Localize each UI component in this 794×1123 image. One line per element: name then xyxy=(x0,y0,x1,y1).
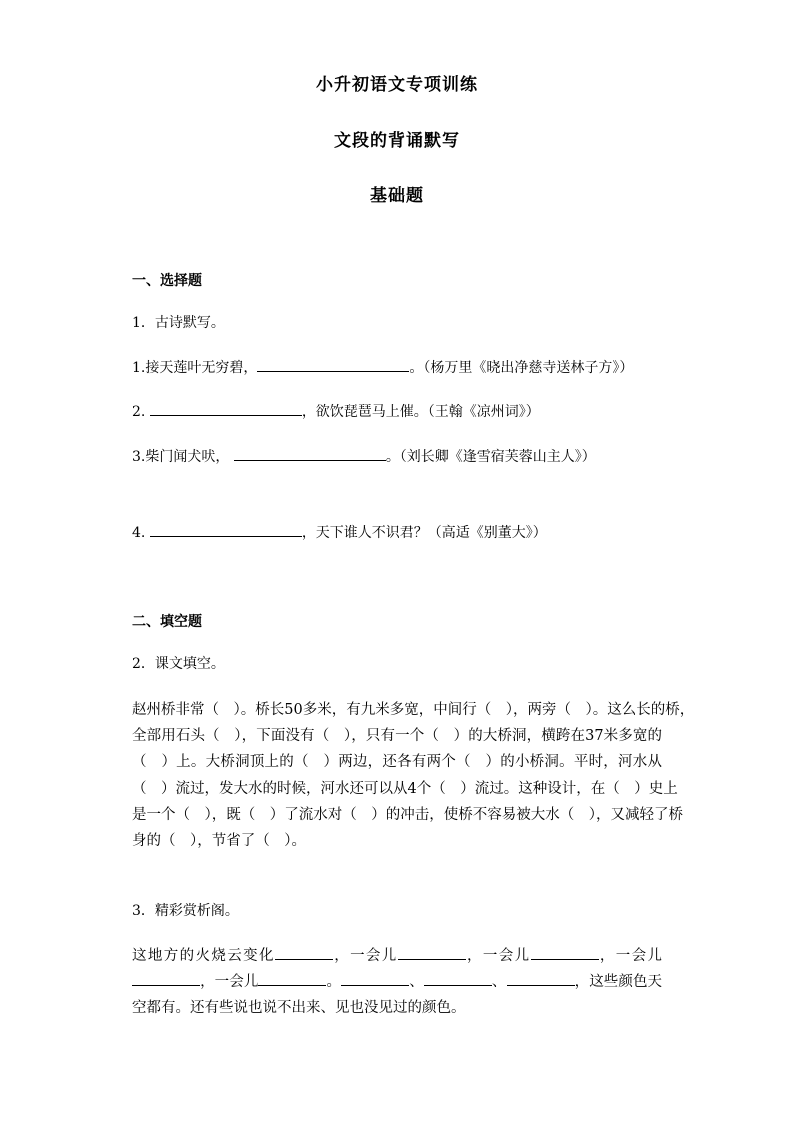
passage-line: 空都有。还有些说也说不出来、见也没见过的颜色。 xyxy=(132,1000,466,1017)
poem-item-2-suffix: ，欲饮琵琶马上催。（王翰《凉州词》） xyxy=(301,404,540,420)
passage-line: （ ）流过，发大水的时候，河水还可以从4个（ ）流过。这种设计，在（ ）史上 xyxy=(132,780,678,797)
poem-item-2 xyxy=(132,401,540,422)
answer-blank[interactable] xyxy=(398,945,466,960)
poem-item-3-suffix: 。（刘长卿《逢雪宿芙蓉山主人》） xyxy=(385,449,596,465)
question-2-stem: 2．课文填空。 xyxy=(132,656,225,672)
poem-item-1-suffix: 。（杨万里《晓出净慈寺送林子方》） xyxy=(409,360,634,376)
question-2-passage xyxy=(132,697,695,854)
answer-blank[interactable] xyxy=(150,401,302,416)
answer-blank[interactable] xyxy=(257,357,409,372)
passage-line: 这地方的火烧云变化 ，一会儿 ，一会儿 ，一会儿 xyxy=(132,943,662,969)
answer-blank[interactable] xyxy=(234,446,386,461)
page-subtitle: 文段的背诵默写 xyxy=(334,131,460,151)
page-title: 小升初语文专项训练 xyxy=(316,75,478,95)
answer-blank[interactable] xyxy=(341,971,409,986)
answer-blank[interactable] xyxy=(275,945,333,960)
question-1-stem: 1．古诗默写。 xyxy=(132,315,225,331)
passage-line: ，一会儿 。 、 、 ，这些颜色天 xyxy=(132,969,662,995)
section-heading-choice: 一、选择题 xyxy=(132,273,202,289)
passage-line: 是一个（ ），既（ ）了流水对（ ）的冲击，使桥不容易被大水（ ），又减轻了桥 xyxy=(132,806,683,823)
poem-item-3-prefix: 3.柴门闻犬吠， xyxy=(132,449,234,465)
passage-line: 全部用石头（ ），下面没有（ ），只有一个（ ）的大桥洞，横跨在37米多宽的 xyxy=(132,728,662,745)
answer-blank[interactable] xyxy=(150,522,302,537)
answer-blank[interactable] xyxy=(507,971,575,986)
section-heading-fill: 二、填空题 xyxy=(132,614,202,630)
answer-blank[interactable] xyxy=(531,945,599,960)
question-3-passage xyxy=(132,943,662,1022)
difficulty-level: 基础题 xyxy=(370,186,424,206)
answer-blank[interactable] xyxy=(258,971,326,986)
passage-line: （ ）上。大桥洞顶上的（ ）两边，还各有两个（ ）的小桥洞。平时，河水从 xyxy=(132,754,662,771)
poem-item-1 xyxy=(132,357,633,378)
answer-blank[interactable] xyxy=(132,971,200,986)
passage-line: 身的（ ），节省了（ ）。 xyxy=(132,833,306,850)
poem-item-1-prefix: 1.接天莲叶无穷碧， xyxy=(132,360,258,376)
passage-line: 赵州桥非常（ ）。桥长50多米，有九米多宽，中间行（ ），两旁（ ）。这么长的桥， xyxy=(132,702,695,718)
question-3-stem: 3．精彩赏析阁。 xyxy=(132,903,239,919)
poem-item-4 xyxy=(132,522,547,543)
poem-item-4-prefix: 4. xyxy=(132,525,150,541)
poem-item-4-suffix: ，天下谁人不识君？（高适《别董大》） xyxy=(301,525,547,541)
poem-item-2-prefix: 2. xyxy=(132,404,150,420)
answer-blank[interactable] xyxy=(424,971,492,986)
poem-item-3 xyxy=(132,446,596,467)
